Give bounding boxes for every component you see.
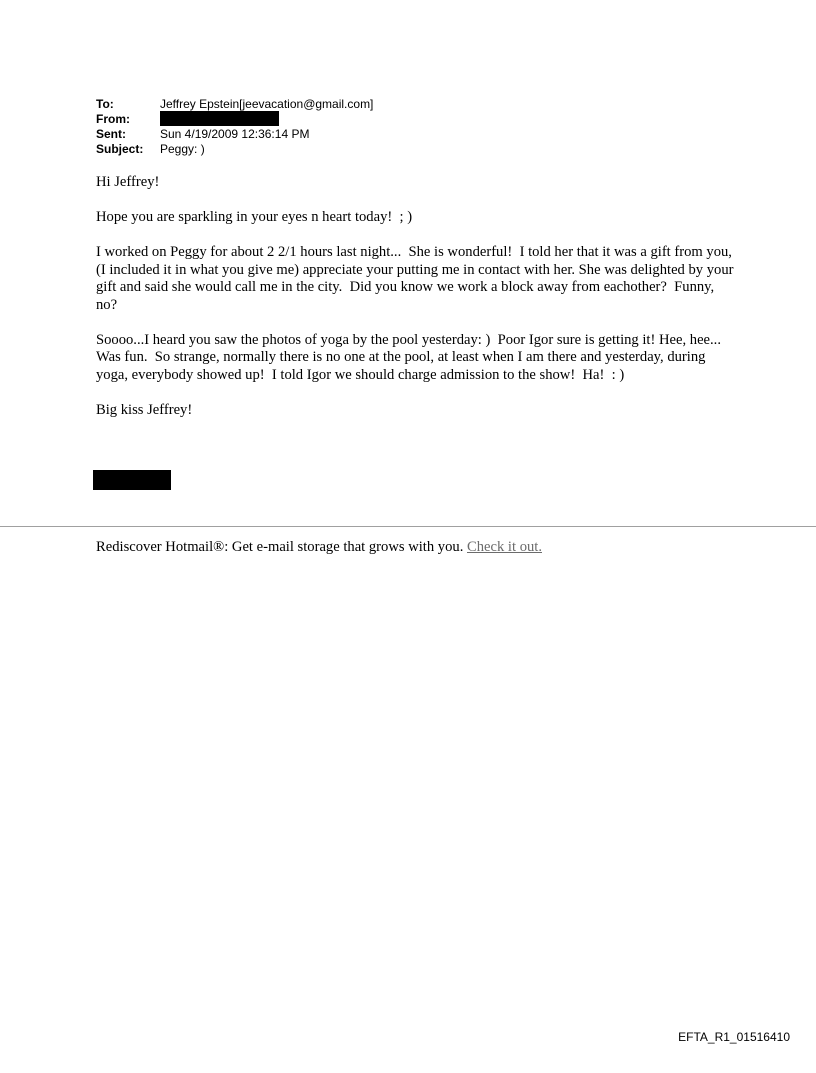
document-id: EFTA_R1_01516410 <box>678 1030 790 1044</box>
to-label: To: <box>96 97 114 111</box>
closing-paragraph: Big kiss Jeffrey! <box>96 401 193 418</box>
check-it-out-link[interactable]: Check it out. <box>467 539 542 555</box>
subject-row <box>96 142 373 157</box>
signature-redaction <box>93 470 171 490</box>
body-paragraph: Hope you are sparkling in your eyes n heart today! ; ) <box>96 209 413 225</box>
sent-value: Sun 4/19/2009 12:36:14 PM <box>160 127 310 141</box>
body-paragraph: Soooo...I heard you saw the photos of yoga by the pool yesterday: ) Poor Igor sure is getting it! Hee, hee... Was fun. So strange, normally there is no one at the pool, at least when I am there and yesterday, during yoga, everybody showed up! I told Igor we should charge admission to the show! Ha! : ) <box>96 331 729 383</box>
subject-value: Peggy: ) <box>160 142 205 156</box>
from-row <box>96 112 373 127</box>
footer-divider <box>0 526 816 527</box>
to-value: Jeffrey Epstein[jeevacation@gmail.com] <box>160 97 374 111</box>
body-paragraph: I worked on Peggy for about 2 2/1 hours last night... She is wonderful! I told her that it was a gift from you, (I included it in what you give me) appreciate your putting me in contact with her. She was delighted by your gift and said she would call me in the city. Did you know we work a block away from eachother? Funny, no? <box>96 244 738 313</box>
from-label: From: <box>96 112 130 126</box>
greeting-paragraph: Hi Jeffrey! <box>96 174 160 190</box>
sent-label: Sent: <box>96 127 126 141</box>
hotmail-ad-text: Rediscover Hotmail®: Get e-mail storage that grows with you. <box>96 539 467 555</box>
hotmail-ad <box>96 538 542 556</box>
to-row <box>96 97 373 112</box>
from-value <box>160 112 279 127</box>
sent-row <box>96 127 373 142</box>
email-body <box>96 174 736 437</box>
email-header <box>96 97 373 157</box>
subject-label: Subject: <box>96 142 144 156</box>
from-redaction <box>160 111 279 126</box>
